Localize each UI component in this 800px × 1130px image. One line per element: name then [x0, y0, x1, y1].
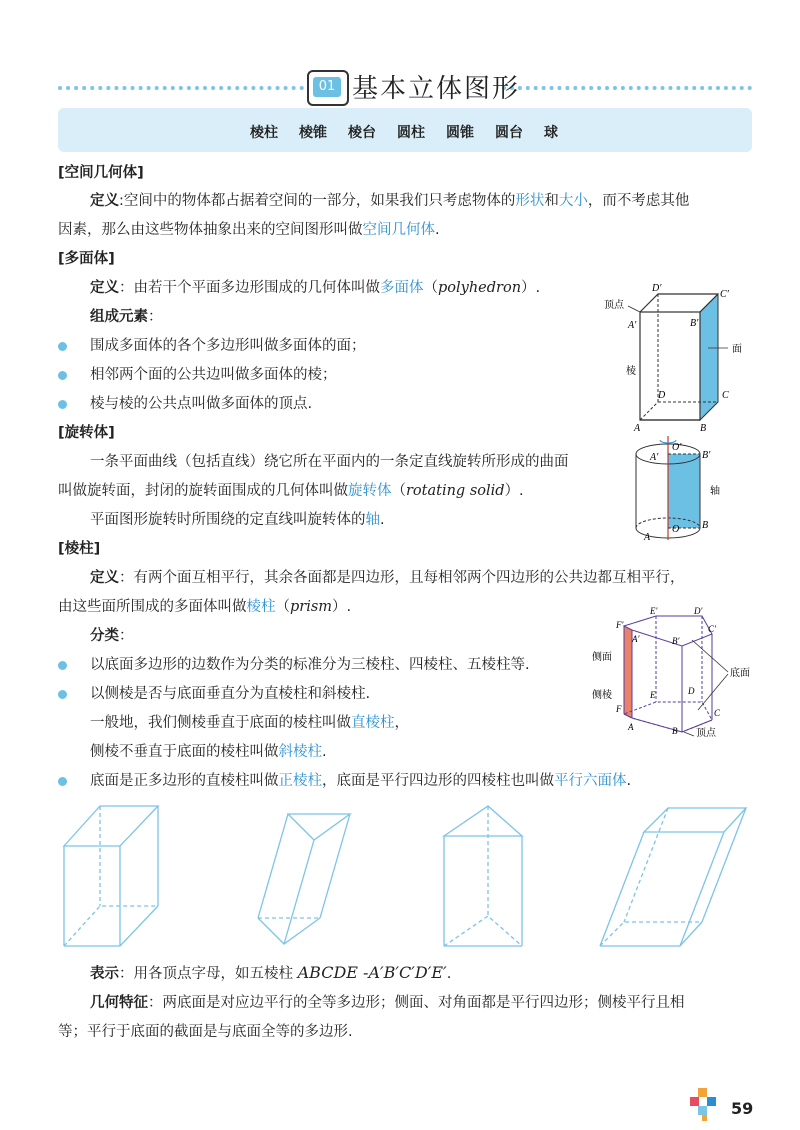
- space-solid-def-line1: 定义:空间中的物体都占据着空间的一部分，如果我们只考虑物体的形状和大小，而不考虑其他: [90, 193, 690, 209]
- bullet-dot: [58, 690, 67, 699]
- prism-class-b2-line3: 侧棱不垂直于底面的棱柱叫做斜棱柱.: [90, 744, 327, 760]
- oblique-parallelepiped: [600, 808, 746, 946]
- svg-text:B: B: [672, 726, 678, 736]
- prism-class-b2: 以侧棱是否与底面垂直分为直棱柱和斜棱柱.: [90, 686, 371, 702]
- topic-banner: [58, 108, 752, 152]
- svg-text:A: A: [628, 722, 634, 732]
- svg-text:O′: O′: [672, 442, 682, 453]
- svg-text:A: A: [634, 423, 641, 432]
- heading-space-solid: [空间几何体]: [58, 165, 144, 181]
- banner-item: 圆柱: [397, 125, 425, 141]
- label-base: 底面: [730, 668, 750, 679]
- svg-text:D′: D′: [652, 283, 662, 294]
- right-triangular-prism: [444, 806, 522, 946]
- shaded-side-face: [624, 626, 632, 718]
- shaded-face: [700, 294, 718, 420]
- svg-text:F: F: [616, 704, 622, 714]
- banner-item: 棱柱: [250, 125, 278, 141]
- section-number-badge: [307, 70, 349, 106]
- svg-text:B: B: [700, 423, 707, 432]
- bullet-dot: [58, 661, 67, 670]
- label-face: 面: [732, 344, 742, 355]
- label-axis: 轴: [710, 486, 720, 497]
- hexagonal-prism-figure: [588, 606, 760, 740]
- heading-prism: [棱柱]: [58, 541, 101, 557]
- prism-class-b2-line2: 一般地，我们侧棱垂直于底面的棱柱叫做直棱柱，: [90, 715, 409, 731]
- prism-examples: [58, 800, 752, 956]
- label-vertex: 顶点: [696, 728, 716, 739]
- heading-rotation: [旋转体]: [58, 425, 115, 441]
- prism-features-line2: 等；平行于底面的截面是与底面全等的多边形.: [58, 1024, 353, 1040]
- svg-text:F′: F′: [616, 620, 624, 630]
- header-dots-left: [58, 86, 304, 90]
- rotation-line3: 平面图形旋转时所围绕的定直线叫旋转体的轴.: [90, 512, 385, 528]
- svg-text:A′: A′: [632, 634, 640, 644]
- banner-item: 圆锥: [446, 125, 474, 141]
- polyhedron-bullet-vertex: 棱与棱的公共点叫做多面体的顶点.: [90, 396, 313, 412]
- polyhedron-elements-label: 组成元素：: [90, 309, 163, 325]
- page-number: 59: [731, 1099, 754, 1118]
- prism-class-label: 分类：: [90, 628, 134, 644]
- svg-text:A: A: [644, 532, 651, 542]
- header-dots-right: [502, 86, 752, 90]
- bullet-dot: [58, 777, 67, 786]
- banner-item: 棱台: [348, 125, 376, 141]
- bullet-dot: [58, 371, 67, 380]
- svg-text:A′: A′: [650, 452, 659, 463]
- prism-class-b3: 底面是正多边形的直棱柱叫做正棱柱，底面是平行四边形的四棱柱也叫做平行六面体.: [90, 773, 632, 789]
- polyhedron-bullet-edge: 相邻两个面的公共边叫做多面体的棱；: [90, 367, 337, 383]
- shaded-rectangle: [668, 454, 700, 528]
- oblique-triangular-prism: [258, 814, 350, 944]
- bullet-dot: [58, 342, 67, 351]
- polyhedron-def: 定义：由若干个平面多边形围成的几何体叫做多面体（polyhedron）.: [90, 280, 541, 296]
- svg-text:C: C: [714, 708, 721, 718]
- label-side-face: 侧面: [592, 652, 612, 663]
- svg-text:D′: D′: [694, 606, 703, 616]
- rotation-line2: 叫做旋转面，封闭的旋转面围成的几何体叫做旋转体（rotating solid）.: [58, 483, 524, 499]
- cylinder-figure: [620, 432, 740, 542]
- label-side-edge: 侧棱: [592, 690, 612, 701]
- svg-text:O: O: [672, 524, 680, 535]
- logo-icon: [690, 1088, 722, 1122]
- svg-text:C′: C′: [720, 289, 729, 300]
- svg-text:E′: E′: [650, 606, 658, 616]
- svg-text:D: D: [688, 686, 695, 696]
- prism-class-b1: 以底面多边形的边数作为分类的标准分为三棱柱、四棱柱、五棱柱等.: [90, 657, 530, 673]
- prism-notation: 表示：用各顶点字母，如五棱柱 ABCDE -A′B′C′D′E′.: [90, 963, 452, 982]
- right-rectangular-prism: [64, 806, 158, 946]
- svg-text:D: D: [658, 390, 666, 401]
- space-solid-def-line2: 因素，那么由这些物体抽象出来的空间图形叫做空间几何体.: [58, 222, 440, 238]
- section-number: 01: [313, 77, 341, 97]
- banner-item: 球: [544, 125, 558, 141]
- cuboid-figure: [600, 282, 760, 432]
- section-title: 基本立体图形: [352, 74, 521, 104]
- prism-features-line1: 几何特征：两底面是对应边平行的全等多边形；侧面、对角面都是平行四边形；侧棱平行且相: [90, 995, 685, 1011]
- svg-text:E: E: [650, 690, 656, 700]
- bullet-dot: [58, 400, 67, 409]
- svg-text:A′: A′: [628, 320, 637, 331]
- svg-text:C′: C′: [708, 624, 716, 634]
- banner-item: 圆台: [495, 125, 523, 141]
- label-edge: 棱: [626, 366, 636, 377]
- polyhedron-bullet-face: 围成多面体的各个多边形叫做多面体的面；: [90, 338, 366, 354]
- svg-text:C: C: [722, 390, 729, 401]
- svg-text:B: B: [702, 520, 709, 531]
- rotation-line1: 一条平面曲线（包括直线）绕它所在平面内的一条定直线旋转所形成的曲面: [90, 454, 569, 470]
- heading-polyhedron: [多面体]: [58, 251, 115, 267]
- label-vertex: 顶点: [604, 300, 624, 311]
- prism-def-line2: 由这些面所围成的多面体叫做棱柱（prism）.: [58, 599, 352, 615]
- svg-text:B′: B′: [702, 450, 711, 461]
- prism-def-line1: 定义：有两个面互相平行，其余各面都是四边形，且每相邻两个四边形的公共边都互相平行，: [90, 570, 685, 586]
- svg-text:B′: B′: [672, 636, 680, 646]
- banner-item: 棱锥: [299, 125, 327, 141]
- svg-text:B′: B′: [690, 318, 699, 329]
